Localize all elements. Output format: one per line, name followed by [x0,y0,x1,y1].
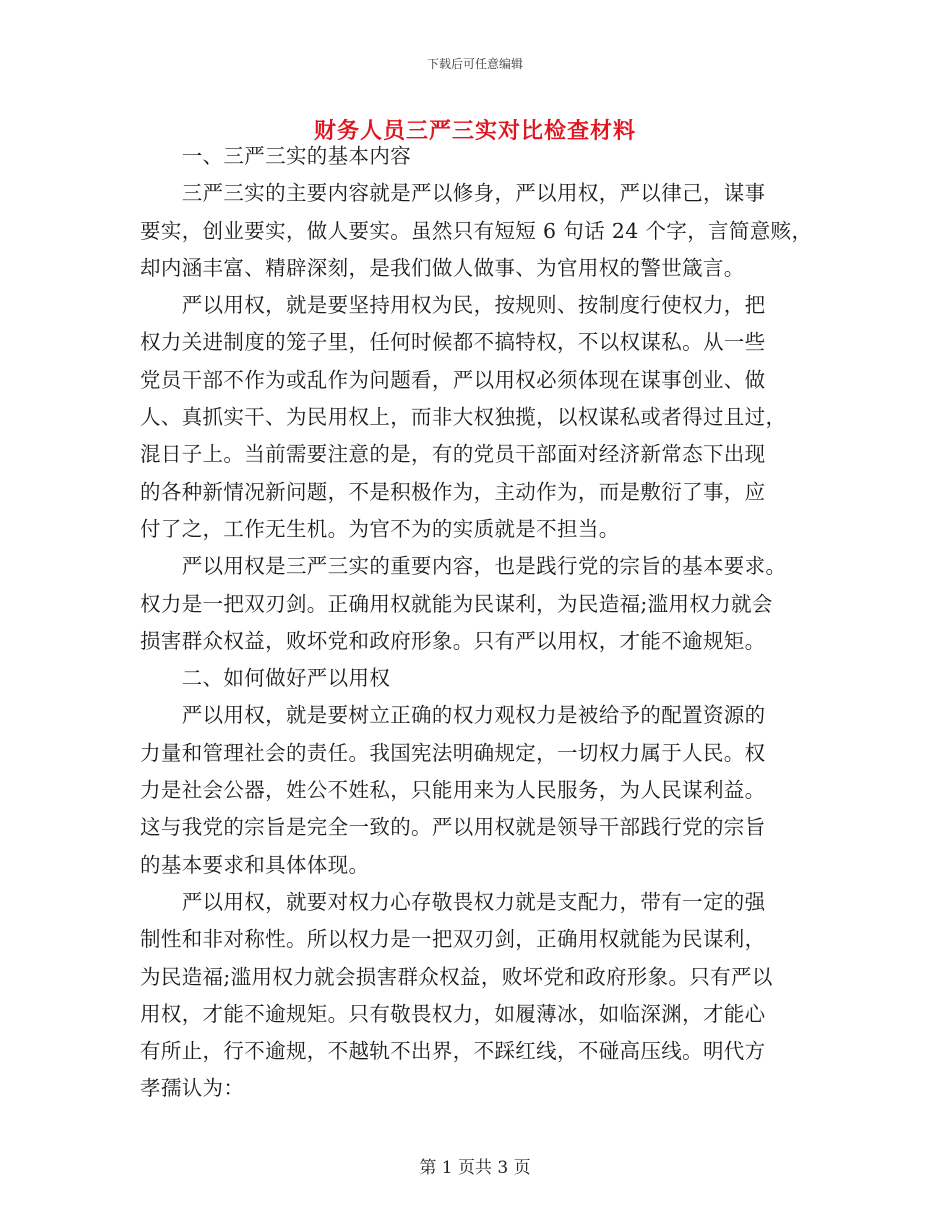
body-line: 付了之，工作无生机。为官不为的实质就是不担当。 [140,516,620,541]
body-line: 用权，才能不逾规矩。只有敬畏权力，如履薄冰，如临深渊，才能心 [140,1001,766,1026]
header-note: 下载后可任意编辑 [426,57,523,71]
body-line: 损害群众权益，败坏党和政府形象。只有严以用权，才能不逾规矩。 [140,628,766,653]
body-line: 党员干部不作为或乱作为问题看，严以用权必须体现在谋事创业、做 [140,367,766,392]
body-line: 人、真抓实干、为民用权上，而非大权独揽，以权谋私或者得过且过， [140,405,787,430]
body-line: 这与我党的宗旨是完全一致的。严以用权就是领导干部践行党的宗旨 [140,815,766,840]
body-line: 严以用权，就是要树立正确的权力观权力是被给予的配置资源的 [140,703,766,728]
document-title: 财务人员三严三实对比检查材料 [313,118,636,144]
body-line: 力是社会公器，姓公不姓私，只能用来为人民服务，为人民谋利益。 [140,778,766,803]
body-line: 权力是一把双刃剑。正确用权就能为民谋利，为民造福;滥用权力就会 [140,591,773,616]
body-line: 混日子上。当前需要注意的是，有的党员干部面对经济新常态下出现 [140,442,766,467]
document-body [140,138,812,1108]
body-line: 力量和管理社会的责任。我国宪法明确规定，一切权力属于人民。权 [140,740,766,765]
body-line: 制性和非对称性。所以权力是一把双刃剑，正确用权就能为民谋利， [140,927,766,952]
body-line: 的各种新情况新问题，不是积极作为，主动作为，而是敷衍了事，应 [140,479,766,504]
body-line: 却内涵丰富、精辟深刻，是我们做人做事、为官用权的警世箴言。 [140,255,745,280]
body-line: 严以用权，就是要坚持用权为民，按规则、按制度行使权力，把 [140,293,766,318]
page-number: 第 1 页共 3 页 [419,1158,531,1178]
body-line: 有所止，行不逾规，不越轨不出界，不踩红线，不碰高压线。明代方 [140,1039,766,1064]
body-line: 严以用权，就要对权力心存敬畏权力就是支配力，带有一定的强 [140,889,766,914]
body-line: 严以用权是三严三实的重要内容，也是践行党的宗旨的基本要求。 [140,554,787,579]
body-line: 孝孺认为： [140,1076,245,1101]
body-line: 三严三实的主要内容就是严以修身，严以用权，严以律己，谋事 [140,181,766,206]
body-line: 权力关进制度的笼子里，任何时候都不搞特权，不以权谋私。从一些 [140,330,766,355]
body-line: 二、如何做好严以用权 [140,666,391,691]
body-line: 为民造福;滥用权力就会损害群众权益，败坏党和政府形象。只有严以 [140,964,773,989]
body-line: 一、三严三实的基本内容 [140,144,412,168]
body-line: 的基本要求和具体体现。 [140,852,370,877]
body-line: 要实，创业要实，做人要实。虽然只有短短 6 句话 24 个字，言简意赅， [140,218,813,243]
